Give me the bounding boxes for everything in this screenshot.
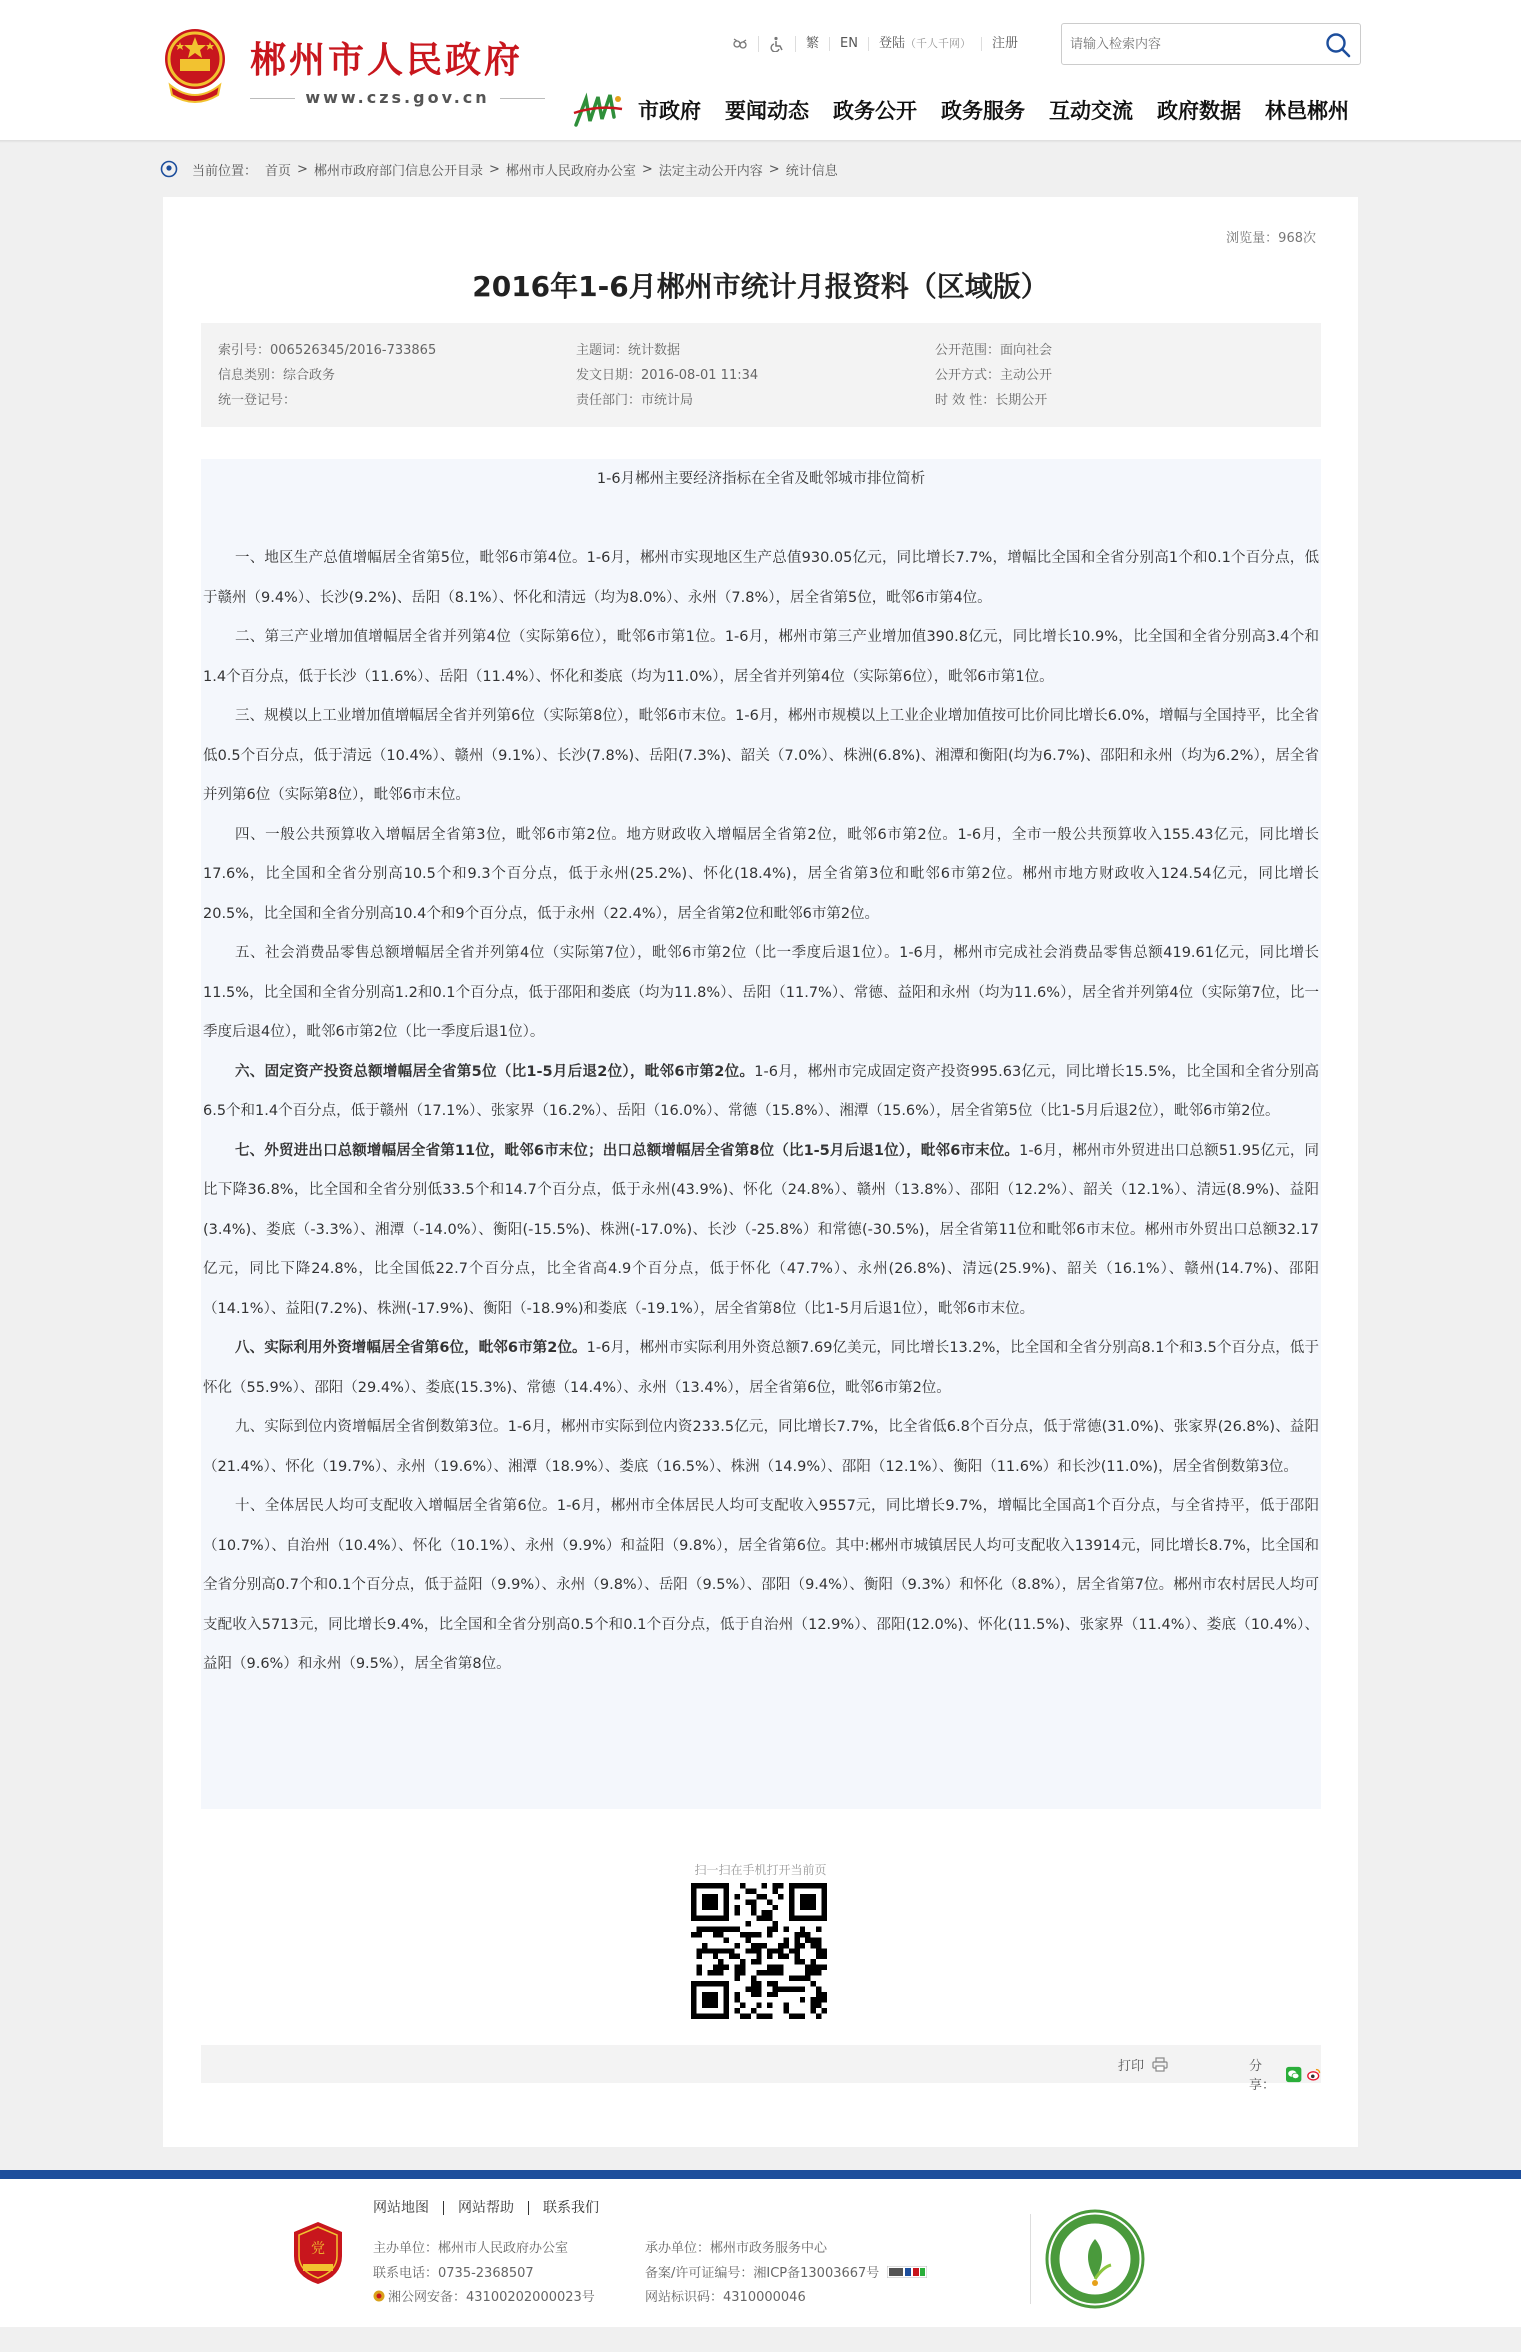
meta-index-no: 索引号：006526345/2016-733865 bbox=[218, 343, 437, 358]
paragraph-text: 1-6月，郴州市外贸进出口总额51.95亿元，同比下降36.8%，比全国和全省分别低33.5个和14.7个百分点，低于永州(43.9%)、怀化（24.8%）、赣州（13.8%）、邵阳（12.2%）、韶关（12.1%）、清远(8.9%)、益阳(3.4%)、娄底（-3.3%）、湘潭（-14.0%）、衡阳(-15.5%)、株洲(-17.0%)、长沙（-25.8%）和常德(-30.5%)，居全省第11位和毗邻6市末位。郴州市外贸出口总额32.17亿元，同比下降24.8%，比全国低22.7个百分点，比全省高4.9个百分点，低于怀化（47.7%）、永州(26.8%)、清远(25.9%)、韶关（16.1%）、赣州(14.7%)、邵阳（14.1%）、益阳(7.2%)、株洲(-17.9%)、衡阳（-18.9%)和娄底（-19.1%），居全省第8位（比1-5月后退1位），毗邻6市末位。 bbox=[203, 1142, 1319, 1317]
print-label: 打印 bbox=[1118, 2059, 1145, 2074]
page-title: 2016年1-6月郴州市统计月报资料（区域版） bbox=[472, 270, 1049, 303]
meta-info-box bbox=[201, 323, 1321, 427]
share-area bbox=[1249, 2055, 1321, 2093]
footer-undertaker: 承办单位：郴州市政务服务中心 bbox=[645, 2241, 828, 2256]
article-paragraph bbox=[203, 618, 1319, 697]
site-url: www.czs.gov.cn bbox=[250, 88, 545, 107]
spacer bbox=[203, 499, 1319, 539]
weibo-icon[interactable] bbox=[1306, 2066, 1321, 2083]
login-link[interactable] bbox=[869, 37, 982, 51]
paragraph-text: 1-6月，郴州市完成固定资产投资995.63亿元，同比增长15.5%，比全国和全省分别高6.5个和1.4个百分点，低于赣州（17.1%）、张家界（16.2%）、岳阳（16.0%）、常德（15.8%）、湘潭（15.6%），居全省第5位（比1-5月后退2位），毗邻6市第2位。 bbox=[203, 1063, 1319, 1119]
traditional-chinese-link[interactable]: 繁 bbox=[796, 37, 830, 51]
footer-bottom bbox=[0, 2327, 1521, 2352]
site-name[interactable]: 郴州市人民政府 bbox=[250, 40, 524, 81]
meta-method: 公开方式：主动公开 bbox=[935, 368, 1053, 383]
footer-link-sitemap[interactable]: 网站地图 bbox=[373, 2200, 429, 2216]
footer-divider bbox=[1030, 2214, 1031, 2304]
paragraph-text: 二、第三产业增加值增幅居全省并列第4位（实际第6位），毗邻6市第1位。1-6月，郴州市第三产业增加值390.8亿元，同比增长10.9%，比全国和全省分别高3.4个和1.4个百分点，低于长沙（11.6%）、岳阳（11.4%）、怀化和娄底（均为11.0%），居全省并列第4位（实际第6位），毗邻6市第1位。 bbox=[203, 629, 1319, 685]
party-government-badge-icon[interactable] bbox=[290, 2220, 346, 2286]
nav-item-1[interactable]: 要闻动态 bbox=[725, 99, 809, 123]
article-subtitle: 1-6月郴州主要经济指标在全省及毗邻城市排位简析 bbox=[596, 471, 926, 487]
icp-link[interactable]: 备案/许可证编号：湘ICP备13003667号 bbox=[645, 2266, 880, 2281]
article-paragraph bbox=[203, 1487, 1319, 1685]
breadcrumb-separator: > bbox=[488, 161, 500, 177]
breadcrumb-item-content[interactable]: 法定主动公开内容 bbox=[658, 163, 763, 179]
article-paragraph bbox=[203, 934, 1319, 1053]
login-note: （千人千网） bbox=[904, 37, 971, 50]
printer-icon bbox=[1152, 2057, 1168, 2072]
meta-keywords: 主题词：统计数据 bbox=[576, 343, 681, 358]
breadcrumb-item-catalog[interactable]: 郴州市政府部门信息公开目录 bbox=[313, 163, 483, 179]
article-paragraph bbox=[203, 1053, 1319, 1132]
footer-police bbox=[373, 2286, 595, 2305]
footer-site-id: 网站标识码：4310000046 bbox=[645, 2290, 806, 2305]
paragraph-text: 四、一般公共预算收入增幅居全省第3位，毗邻6市第2位。地方财政收入增幅居全省第2位，毗邻6市第2位。1-6月，全市一般公共预算收入155.43亿元，同比增长17.6%，比全国和全省分别高10.5个和9.3个百分点，低于永州(25.2%)、怀化(18.4%)，居全省第3位和毗邻6市第2位。郴州市地方财政收入124.54亿元，同比增长20.5%，比全国和全省分别高10.4个和9个百分点，低于永州（22.4%），居全省第2位和毗邻6市第2位。 bbox=[203, 826, 1319, 922]
article-paragraph bbox=[203, 1329, 1319, 1408]
article-paragraph bbox=[203, 1132, 1319, 1330]
site-footer bbox=[0, 2179, 1521, 2327]
breadcrumb-separator: > bbox=[641, 161, 653, 177]
nav-item-5[interactable]: 政府数据 bbox=[1157, 99, 1241, 123]
article-paragraph bbox=[203, 1408, 1319, 1487]
paragraph-text: 三、规模以上工业增加值增幅居全省并列第6位（实际第8位），毗邻6市末位。1-6月，郴州市规模以上工业企业增加值按可比价同比增长6.0%，增幅与全国持平，比全省低0.5个百分点，低于清远（10.4%）、赣州（9.1%）、长沙(7.8%)、岳阳(7.3%)、韶关（7.0%）、株洲(6.8%)、湘潭和衡阳(均为6.7%)、邵阳和永州（均为6.2%），居全省并列第6位（实际第8位），毗邻6市末位。 bbox=[203, 708, 1319, 803]
meta-scope: 公开范围：面向社会 bbox=[935, 343, 1053, 358]
paragraph-lead: 八、实际利用外资增幅居全省第6位，毗邻6市第2位。 bbox=[235, 1340, 587, 1356]
paragraph-lead: 六、固定资产投资总额增幅居全省第5位（比1-5月后退2位），毗邻6市第2位。 bbox=[235, 1063, 755, 1080]
barrier-free-link[interactable] bbox=[759, 36, 796, 52]
article-body bbox=[201, 459, 1321, 1809]
share-label: 分享： bbox=[1249, 2059, 1276, 2093]
nav-item-3[interactable]: 政务服务 bbox=[941, 99, 1025, 123]
header-shadow bbox=[0, 140, 1521, 143]
glasses-icon bbox=[732, 36, 748, 52]
breadcrumb bbox=[160, 158, 838, 180]
article-paragraph bbox=[203, 697, 1319, 816]
police-record-link[interactable]: 湘公网安备：43100202000023号 bbox=[388, 2290, 595, 2305]
paragraph-text: 1-6月，郴州市实际利用外资总额7.69亿美元，同比增长13.2%，比全国和全省分别高8.1个和3.5个百分点，低于怀化（55.9%）、邵阳（29.4%）、娄底(15.3%)、常德（14.4%）、永州（13.4%），居全省第6位，毗邻6市第2位。 bbox=[203, 1340, 1319, 1396]
footer-icp bbox=[645, 2262, 927, 2281]
footer-link-help[interactable]: 网站帮助 bbox=[443, 2201, 528, 2215]
wheelchair-icon bbox=[769, 36, 785, 52]
meta-category: 信息类别：综合政务 bbox=[218, 368, 336, 383]
breadcrumb-separator: > bbox=[297, 161, 308, 177]
location-pin-icon bbox=[160, 160, 178, 178]
police-badge-icon bbox=[373, 2290, 385, 2302]
nav-item-0[interactable]: 市政府 bbox=[638, 99, 701, 123]
breadcrumb-label: 当前位置： bbox=[192, 163, 258, 179]
nav-item-4[interactable]: 互动交流 bbox=[1049, 99, 1133, 123]
city-logo-icon bbox=[572, 91, 624, 129]
footer-phone: 联系电话：0735-2368507 bbox=[373, 2266, 534, 2281]
wechat-icon[interactable] bbox=[1286, 2066, 1301, 2083]
meta-dept: 责任部门：市统计局 bbox=[576, 393, 694, 408]
paragraph-text: 十、全体居民人均可支配收入增幅居全省第6位。1-6月，郴州市全体居民人均可支配收入9557元，同比增长9.7%，增幅比全国高1个百分点，与全省持平，低于邵阳（10.7%）、自治州（10.4%）、怀化（10.1%）、永州（9.9%）和益阳（9.8%），居全省第6位。其中:郴州市城镇居民人均可支配收入13914元，同比增长8.7%，比全国和全省分别高0.7个和0.1个百分点，低于益阳（9.9%）、永州（9.8%）、岳阳（9.5%）、邵阳（9.4%）、衡阳（9.3%）和怀化（8.8%），居全省第7位。郴州市农村居民人均可支配收入5713元，同比增长9.4%，比全国和全省分别高0.5个和0.1个百分点，低于自治州（12.9%）、邵阳(12.0%)、怀化(11.5%)、张家界（11.4%）、娄底（10.4%）、益阳（9.6%）和永州（9.5%），居全省第8位。 bbox=[203, 1498, 1319, 1672]
nav-item-2[interactable]: 政务公开 bbox=[833, 99, 917, 123]
article-paragraph bbox=[203, 816, 1319, 935]
accessibility-mode-link[interactable] bbox=[722, 36, 759, 52]
paragraph-text: 九、实际到位内资增幅居全省倒数第3位。1-6月，郴州市实际到位内资233.5亿元，同比增长7.7%，比全省低6.8个百分点，低于常德(31.0%)、张家界(26.8%)、益阳（21.4%）、怀化（19.7%）、永州（19.6%）、湘潭（18.9%）、娄底（16.5%）、株洲（14.9%）、邵阳（12.1%）、衡阳（11.6%）和长沙(11.0%)，居全省倒数第3位。 bbox=[203, 1419, 1319, 1475]
paragraph-text: 一、地区生产总值增幅居全省第5位，毗邻6市第4位。1-6月，郴州市实现地区生产总值930.05亿元，同比增长7.7%，增幅比全国和全省分别高1个和0.1个百分点，低于赣州（9.4%）、长沙(9.2%)、岳阳（8.1%）、怀化和清远（均为8.0%）、永州（7.8%），居全省第5位，毗邻6市第4位。 bbox=[203, 550, 1319, 606]
nav-item-6[interactable]: 林邑郴州 bbox=[1265, 99, 1349, 123]
print-button[interactable] bbox=[1118, 2055, 1168, 2074]
cnzz-stat-icon[interactable] bbox=[887, 2266, 927, 2278]
svg-text:党: 党 bbox=[311, 2241, 325, 2257]
qr-code-image bbox=[691, 1883, 827, 2019]
meta-date: 发文日期：2016-08-01 11:34 bbox=[576, 368, 759, 383]
site-header bbox=[0, 0, 1521, 140]
english-link[interactable]: EN bbox=[830, 37, 869, 51]
share-bar bbox=[201, 2045, 1321, 2093]
paragraph-lead: 七、外贸进出口总额增幅居全省第11位，毗邻6市末位；出口总额增幅居全省第8位（比1-5月后退1位），毗邻6市末位。 bbox=[235, 1142, 1020, 1159]
main-nav bbox=[572, 90, 1349, 130]
article-paragraph bbox=[203, 539, 1319, 618]
footer-host: 主办单位：郴州市人民政府办公室 bbox=[373, 2241, 569, 2256]
meta-reg-no: 统一登记号： bbox=[218, 393, 297, 408]
content-card bbox=[163, 197, 1358, 2147]
top-links bbox=[722, 34, 1028, 54]
view-count: 浏览量：968次 bbox=[1226, 231, 1316, 246]
footer-link-contact[interactable]: 联系我们 bbox=[528, 2201, 613, 2215]
paragraph-text: 五、社会消费品零售总额增幅居全省并列第4位（实际第7位），毗邻6市第2位（比一季度后退1位）。1-6月，郴州市完成社会消费品零售总额419.61亿元，同比增长11.5%，比全国和全省分别高1.2和0.1个百分点，低于邵阳和娄底（均为11.8%）、岳阳（11.7%）、常德、益阳和永州（均为11.6%），居全省并列第4位（实际第7位，比一季度后退4位），毗邻6市第2位（比一季度后退1位）。 bbox=[203, 945, 1319, 1040]
search-input[interactable] bbox=[1070, 34, 1310, 54]
qr-label: 扫一扫在手机打开当前页 bbox=[694, 1863, 827, 1877]
civilized-city-badge-icon[interactable] bbox=[1045, 2209, 1145, 2309]
breadcrumb-separator: > bbox=[768, 161, 780, 177]
breadcrumb-item-stats[interactable]: 统计信息 bbox=[785, 163, 838, 179]
search-box bbox=[1061, 23, 1361, 65]
breadcrumb-item-home[interactable]: 首页 bbox=[265, 163, 292, 179]
login-label: 登陆 bbox=[878, 36, 905, 51]
footer-top-bar bbox=[0, 2170, 1521, 2179]
search-icon[interactable] bbox=[1324, 31, 1352, 59]
footer-links bbox=[373, 2201, 613, 2215]
breadcrumb-item-office[interactable]: 郴州市人民政府办公室 bbox=[505, 163, 636, 179]
register-link[interactable]: 注册 bbox=[991, 36, 1018, 51]
meta-validity: 时 效 性：长期公开 bbox=[935, 393, 1048, 408]
national-emblem-icon bbox=[160, 25, 230, 105]
